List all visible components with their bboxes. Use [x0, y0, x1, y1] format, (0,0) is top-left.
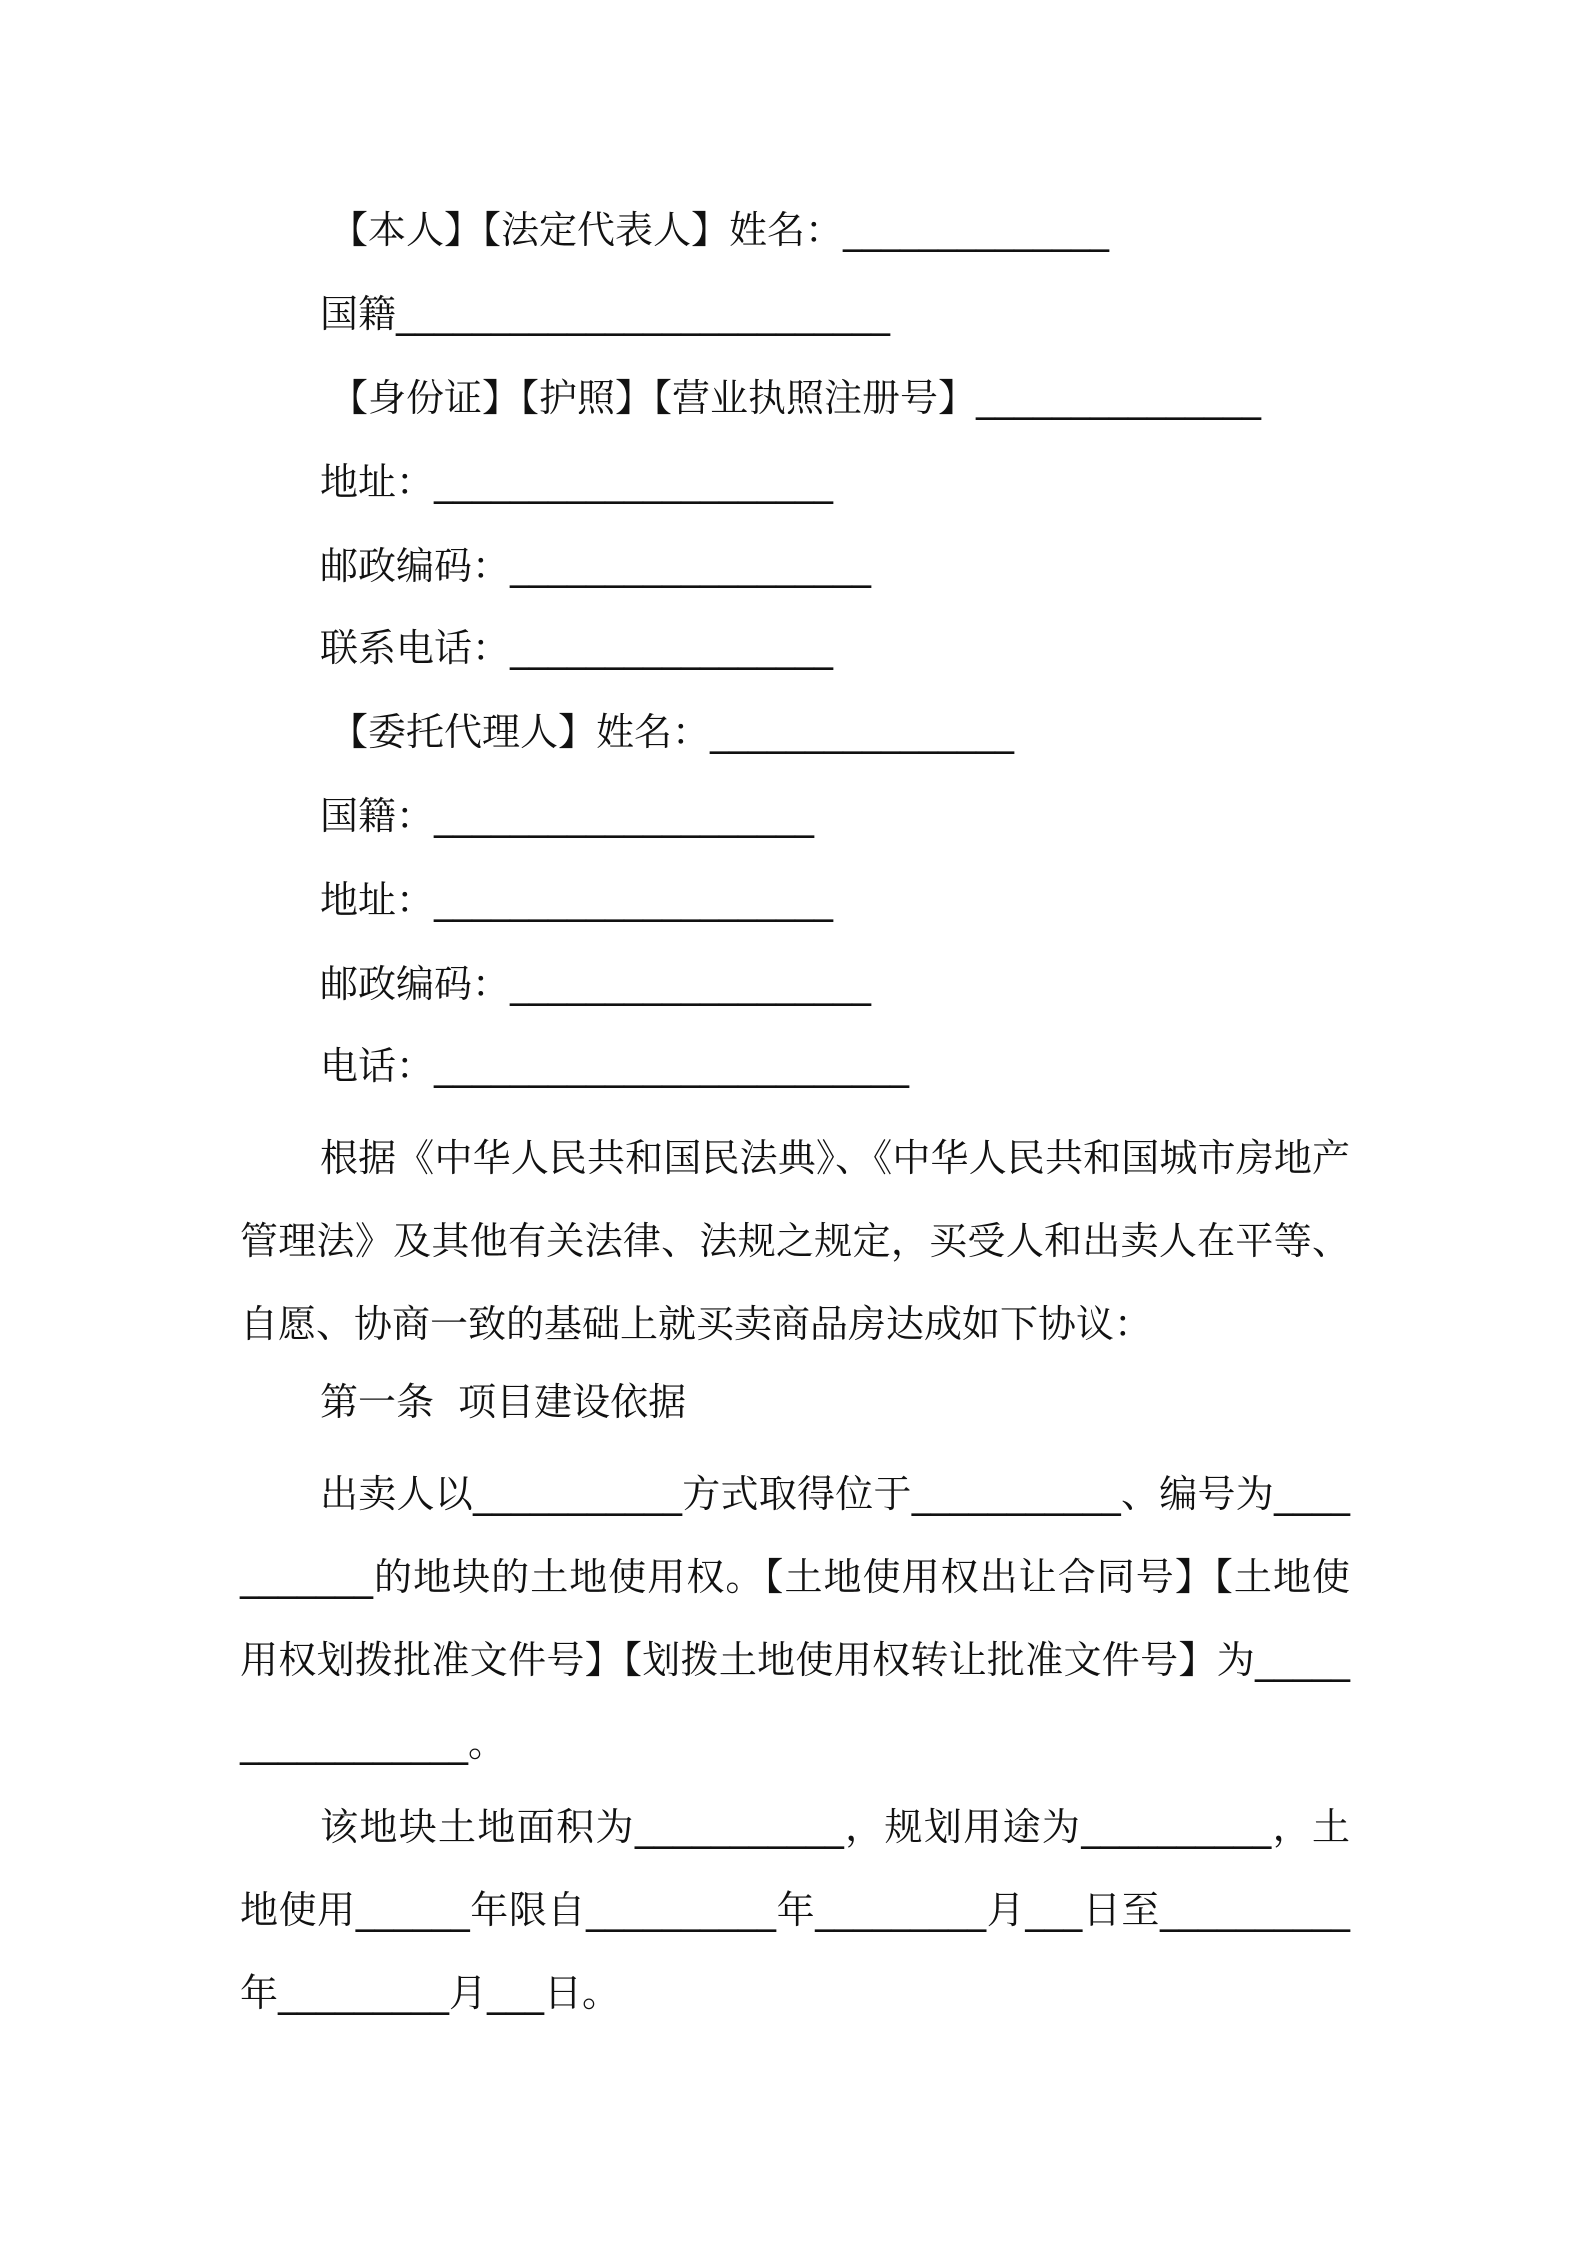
principal-postcode-field: 邮政编码：___________________ [320, 544, 872, 588]
principal-nationality-field: 国籍__________________________ [320, 292, 891, 336]
agent-postcode-field: 邮政编码：___________________ [320, 962, 872, 1006]
principal-name-field: 【本人】【法定代表人】姓名：______________ [330, 208, 1110, 252]
agent-nationality-field: 国籍：____________________ [320, 794, 815, 838]
preamble-paragraph: 根据《中华人民共和国民法典》、《中华人民共和国城市房地产管理法》及其他有关法律、法规之规定，买受人和出卖人在平等、自愿、协商一致的基础上就买卖商品房达成如下协议： [240, 1136, 1350, 1346]
principal-address-field: 地址：_____________________ [320, 460, 834, 504]
principal-id-field: 【身份证】【护照】【营业执照注册号】_______________ [330, 376, 1262, 420]
article-1-paragraph-1: 出卖人以___________方式取得位于___________、编号为___________的地块的土地使用权。【土地使用权出让合同号】【土地使用权划拨批准文件号】【划拨土地使用权转让批准文件号】为_________________。 [240, 1472, 1350, 1765]
principal-phone-field: 联系电话：_________________ [320, 626, 834, 670]
agent-address-field: 地址：_____________________ [320, 878, 834, 922]
agent-phone-field: 电话：_________________________ [320, 1044, 910, 1088]
agent-name-field: 【委托代理人】姓名：________________ [330, 710, 1015, 754]
article-1-paragraph-2: 该地块土地面积为___________，规划用途为__________，土地使用______年限自__________年_________月___日至__________年_________月___日。 [240, 1805, 1350, 2015]
article-1-heading: 第一条 项目建设依据 [320, 1380, 687, 1424]
